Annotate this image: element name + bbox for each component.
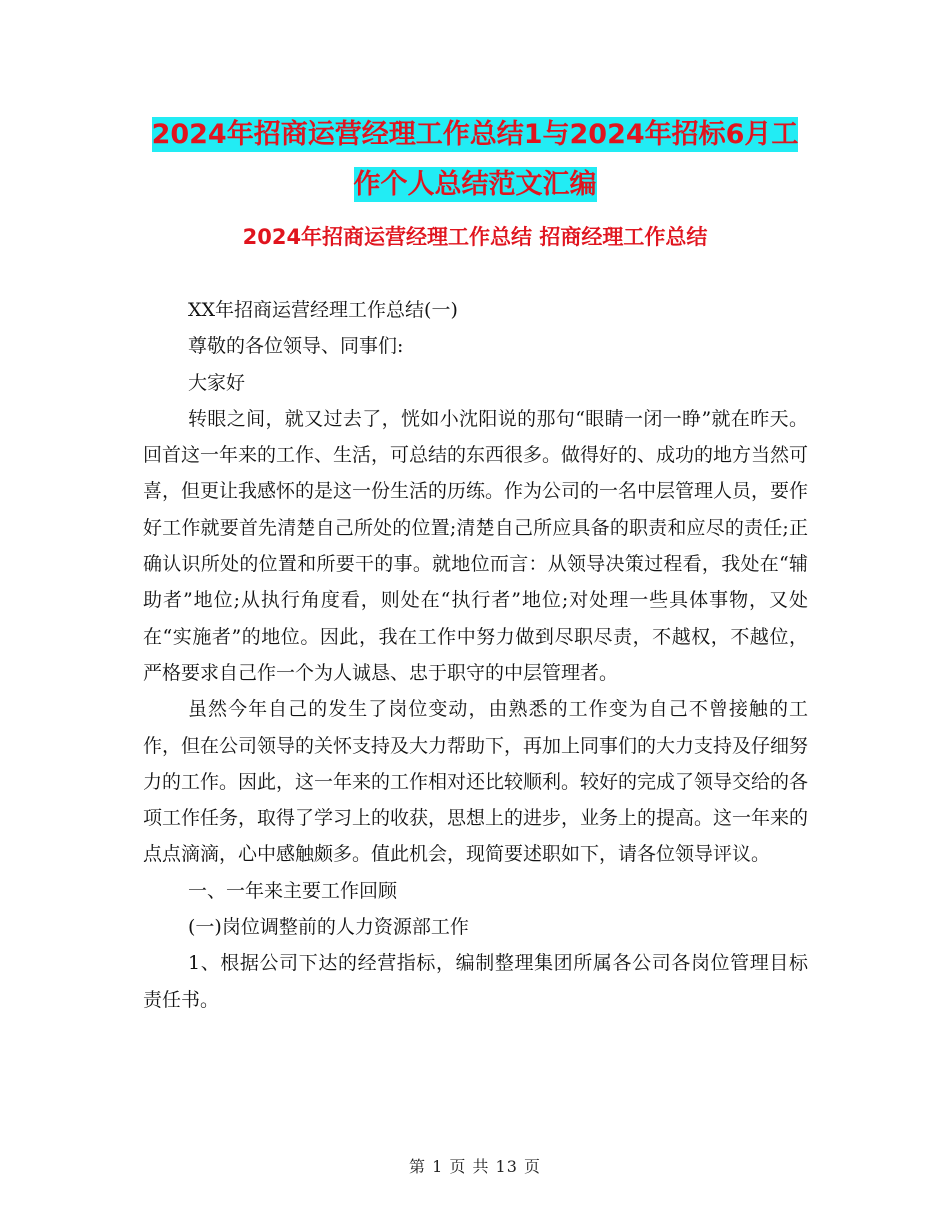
page-number-footer: 第 1 页 共 13 页	[409, 1157, 541, 1176]
title-line-1: 2024年招商运营经理工作总结1与2024年招标6月工	[151, 119, 799, 150]
title-line-2: 作个人总结范文汇编	[353, 169, 597, 200]
paragraph-body: 转眼之间，就又过去了，恍如小沈阳说的那句“眼睛一闭一睁”就在昨天。回首这一年来的工作、生活，可总结的东西很多。做得好的、成功的地方当然可喜，但更让我感怀的是这一份生活的历练。作为公司的一名中层管理人员，要作好工作就要首先清楚自己所处的位置;清楚自己所应具备的职责和应尽的责任;正确认识所处的位置和所要干的事。就地位而言：从领导决策过程看，我处在“辅助者”地位;从执行角度看，则处在“执行者”地位;对处理一些具体事物，又处在“实施者”的地位。因此，我在工作中努力做到尽职尽责，不越权，不越位，严格要求自己作一个为人诚恳、忠于职守的中层管理者。	[143, 407, 809, 684]
paragraph-salutation: 尊敬的各位领导、同事们:	[188, 335, 404, 358]
section-heading: 2024年招商运营经理工作总结 招商经理工作总结	[242, 225, 708, 249]
paragraph-subsection-heading: (一)岗位调整前的人力资源部工作	[188, 916, 469, 939]
paragraph-section-heading: 一、一年来主要工作回顾	[188, 879, 398, 902]
paragraph-heading: XX年招商运营经理工作总结(一)	[188, 299, 458, 321]
document-body	[143, 292, 808, 1018]
document-title	[0, 110, 950, 210]
paragraph-greeting: 大家好	[188, 371, 246, 394]
paragraph-body: 虽然今年自己的发生了岗位变动，由熟悉的工作变为自己不曾接触的工作，但在公司领导的关怀支持及大力帮助下，再加上同事们的大力支持及仔细努力的工作。因此，这一年来的工作相对还比较顺利。较好的完成了领导交给的各项工作任务，取得了学习上的收获，思想上的进步，业务上的提高。这一年来的点点滴滴，心中感触颇多。值此机会，现简要述职如下，请各位领导评议。	[143, 698, 809, 866]
paragraph-body: 1、根据公司下达的经营指标，编制整理集团所属各公司各岗位管理目标责任书。	[143, 952, 808, 1011]
